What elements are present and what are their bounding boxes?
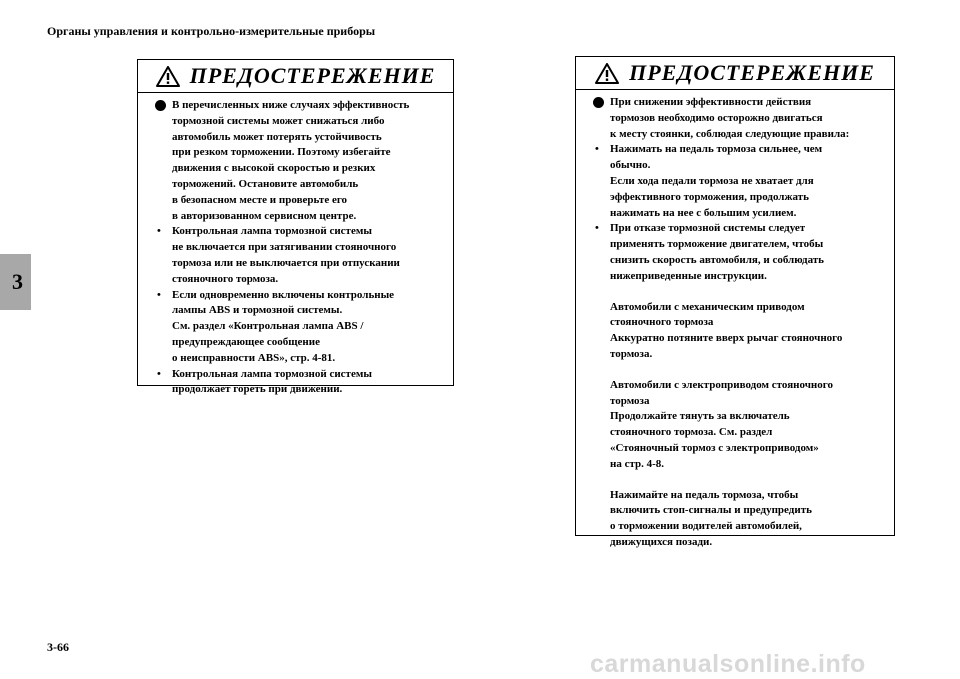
- bullet-dot-icon: [593, 97, 604, 108]
- page-number: 3-66: [47, 640, 69, 654]
- text-line: торможений. Остановите автомобиль: [172, 177, 359, 190]
- note-block: [588, 488, 884, 551]
- text-line: стояночного тормоза.: [172, 272, 279, 285]
- text-line: лампы ABS и тормозной системы.: [172, 304, 343, 317]
- chapter-tab: [0, 254, 31, 310]
- text-line: Если хода педали тормоза не хватает для: [610, 174, 814, 187]
- list-item: [150, 367, 443, 399]
- text-line: Нажимать на педаль тормоза сильнее, чем: [610, 143, 823, 156]
- warning-body: [576, 90, 894, 551]
- bullet-mark: •: [157, 367, 161, 380]
- text-line: снизить скорость автомобиля, и соблюдать: [610, 253, 825, 266]
- text-line: предупреждающее сообщение: [172, 335, 320, 348]
- text-line: Аккуратно потяните вверх рычаг стояночного: [610, 332, 843, 345]
- text-line: на стр. 4-8.: [610, 457, 665, 470]
- warning-header: [576, 57, 894, 90]
- text-line: при резком торможении. Поэтому избегайте: [172, 146, 391, 159]
- text-line: тормоза: [610, 394, 650, 407]
- warning-box-right: [575, 56, 895, 548]
- note-block: [588, 300, 884, 363]
- text-line: движения с высокой скоростью и резких: [172, 162, 376, 175]
- text-line: стояночного тормоза: [610, 316, 714, 329]
- warning-title: ПРЕДОСТЕРЕЖЕНИЕ: [629, 60, 875, 85]
- text-line: тормоза.: [610, 347, 653, 360]
- bullet-dot-icon: [155, 100, 166, 111]
- spacer: [588, 473, 884, 488]
- spacer: [588, 285, 884, 300]
- text-line: автомобиль может потерять устойчивость: [172, 130, 382, 143]
- warning-title: ПРЕДОСТЕРЕЖЕНИЕ: [189, 63, 436, 88]
- text-line: Контрольная лампа тормозной системы: [172, 367, 372, 380]
- spacer: [588, 363, 884, 378]
- text-line: продолжает гореть при движении.: [172, 383, 343, 396]
- text-line: эффективного торможения, продолжать: [610, 190, 809, 203]
- note-block: [588, 378, 884, 473]
- text-line: не включается при затягивании стояночного: [172, 241, 397, 254]
- text-line: в авторизованном сервисном центре.: [172, 209, 357, 222]
- list-item: [588, 221, 884, 284]
- text-line: о торможении водителей автомобилей,: [610, 520, 802, 533]
- text-line: в безопасном месте и проверьте его: [172, 193, 348, 206]
- watermark: carmanualsonline.info: [590, 650, 866, 678]
- text-line: тормозов необходимо осторожно двигаться: [610, 111, 823, 124]
- page-header: Органы управления и контрольно-измерительные приборы: [47, 24, 376, 38]
- text-line: к месту стоянки, соблюдая следующие правила:: [610, 127, 850, 140]
- text-line: В перечисленных ниже случаях эффективность: [172, 99, 410, 111]
- text-line: Продолжайте тянуть за включатель: [610, 410, 790, 423]
- text-line: применять торможение двигателем, чтобы: [610, 238, 824, 251]
- warning-triangle-icon: [595, 63, 619, 84]
- warning-intro: [150, 98, 443, 224]
- text-line: тормозной системы может снижаться либо: [172, 114, 385, 127]
- bullet-mark: •: [595, 143, 599, 156]
- text-line: Если одновременно включены контрольные: [172, 288, 395, 301]
- warning-header: [138, 60, 453, 93]
- list-item: [588, 142, 884, 221]
- warning-box-left: [137, 59, 454, 396]
- text-line: Автомобили с электроприводом стояночного: [610, 378, 833, 391]
- text-line: Контрольная лампа тормозной системы: [172, 225, 372, 238]
- text-line: движущихся позади.: [610, 535, 713, 548]
- bullet-mark: •: [157, 288, 161, 301]
- text-line: Автомобили с механическим приводом: [610, 300, 805, 313]
- text-line: включить стоп-сигналы и предупредить: [610, 504, 812, 517]
- text-line: «Стояночный тормоз с электроприводом»: [610, 441, 819, 454]
- bullet-mark: •: [157, 225, 161, 238]
- warning-triangle-icon: [156, 66, 180, 87]
- bullet-mark: •: [595, 222, 599, 235]
- text-line: нажимать на нее с большим усилием.: [610, 206, 797, 219]
- text-line: о неисправности ABS», стр. 4-81.: [172, 351, 336, 364]
- text-line: При снижении эффективности действия: [610, 96, 812, 108]
- text-line: При отказе тормозной системы следует: [610, 222, 806, 235]
- text-line: См. раздел «Контрольная лампа ABS /: [172, 320, 364, 333]
- text-line: Нажимайте на педаль тормоза, чтобы: [610, 488, 799, 501]
- list-item: [150, 288, 443, 367]
- text-line: обычно.: [610, 159, 651, 172]
- text-line: стояночного тормоза. См. раздел: [610, 426, 773, 439]
- warning-intro: [588, 95, 884, 142]
- warning-body: [138, 93, 453, 398]
- text-line: тормоза или не выключается при отпускании: [172, 256, 400, 269]
- list-item: [150, 224, 443, 287]
- chapter-number: 3: [12, 269, 23, 294]
- text-line: нижеприведенные инструкции.: [610, 269, 767, 282]
